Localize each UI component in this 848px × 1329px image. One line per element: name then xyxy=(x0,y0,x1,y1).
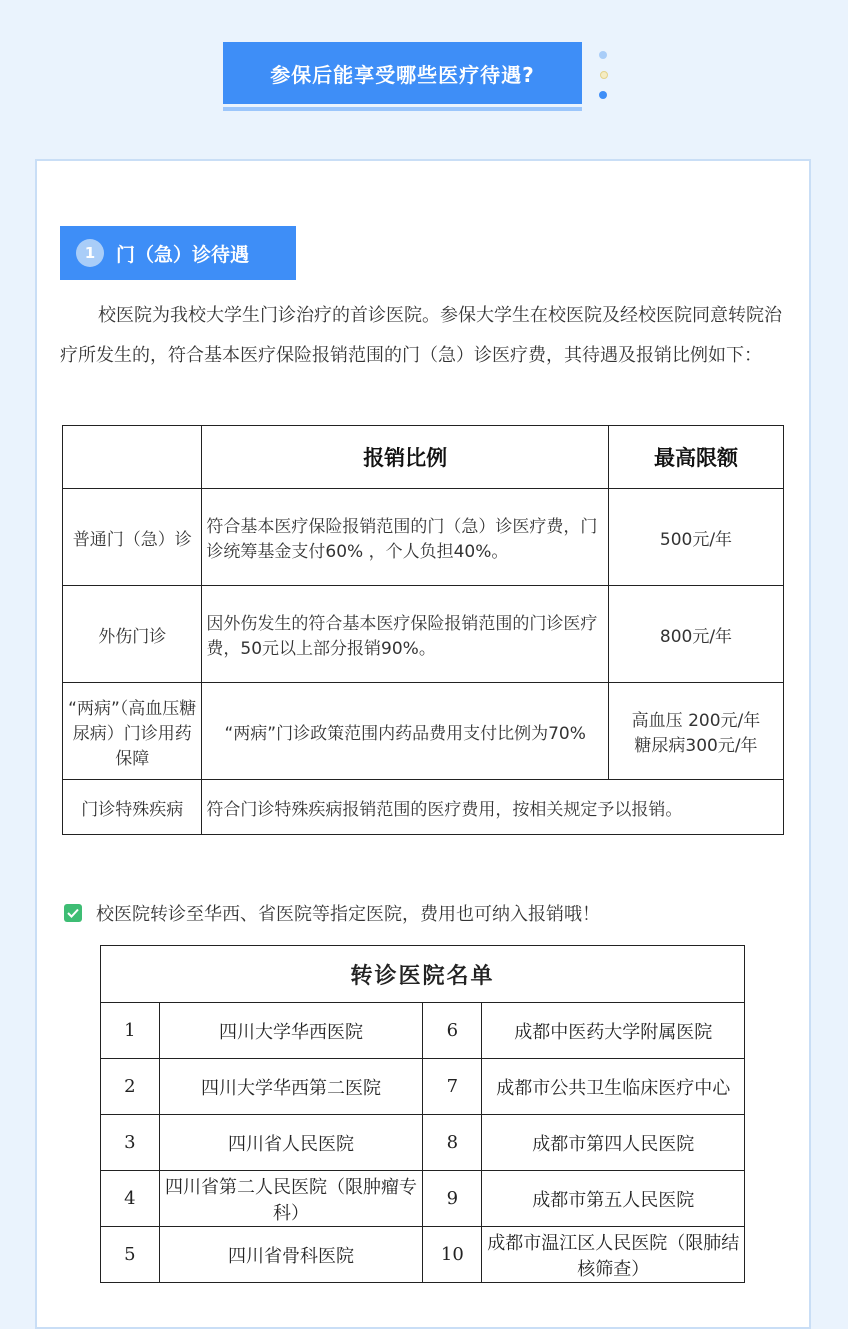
table-row xyxy=(101,1227,745,1283)
hospital-number: 10 xyxy=(423,1227,482,1283)
benefit-type: 外伤门诊 xyxy=(63,586,202,683)
hospital-number: 1 xyxy=(101,1003,160,1059)
table-header-cell: 最高限额 xyxy=(608,426,783,489)
hospital-number: 3 xyxy=(101,1115,160,1171)
table-row xyxy=(63,489,784,586)
hospital-name: 四川大学华西医院 xyxy=(159,1003,423,1059)
table-row xyxy=(63,683,784,780)
table-header-cell xyxy=(63,426,202,489)
hospital-number: 7 xyxy=(423,1059,482,1115)
hospital-name: 成都市温江区人民医院（限肺结核筛查） xyxy=(482,1227,745,1283)
decor-dot xyxy=(600,71,608,79)
table-row xyxy=(63,780,784,835)
benefit-ratio: 符合门诊特殊疾病报销范围的医疗费用，按相关规定予以报销。 xyxy=(202,780,784,835)
table-row xyxy=(101,1059,745,1115)
hospital-name: 成都市第五人民医院 xyxy=(482,1171,745,1227)
hospital-number: 6 xyxy=(423,1003,482,1059)
benefit-ratio: 因外伤发生的符合基本医疗保险报销范围的门诊医疗费，50元以上部分报销90%。 xyxy=(202,586,609,683)
hospital-name: 成都市公共卫生临床医疗中心 xyxy=(482,1059,745,1115)
table-header-cell: 报销比例 xyxy=(202,426,609,489)
benefit-limit xyxy=(608,683,783,780)
check-icon xyxy=(64,904,82,922)
hospital-name: 成都市第四人民医院 xyxy=(482,1115,745,1171)
hospital-name: 四川大学华西第二医院 xyxy=(159,1059,423,1115)
hospital-name: 四川省骨科医院 xyxy=(159,1227,423,1283)
table-row xyxy=(63,586,784,683)
hospital-number: 4 xyxy=(101,1171,160,1227)
benefit-limit: 800元/年 xyxy=(608,586,783,683)
benefit-limit-line: 高血压 200元/年 xyxy=(631,711,761,731)
page-banner-title: 参保后能享受哪些医疗待遇? xyxy=(223,42,582,104)
hospital-number: 8 xyxy=(423,1115,482,1171)
benefit-type: 门诊特殊疾病 xyxy=(63,780,202,835)
decor-dot xyxy=(599,51,607,59)
table-row xyxy=(101,1115,745,1171)
benefit-type: “两病”（高血压糖尿病）门诊用药保障 xyxy=(63,683,202,780)
hospital-number: 9 xyxy=(423,1171,482,1227)
referral-note-text: 校医院转诊至华西、省医院等指定医院，费用也可纳入报销哦！ xyxy=(96,904,600,925)
table-header-row xyxy=(63,426,784,489)
banner-underline xyxy=(223,107,582,111)
referral-note xyxy=(64,900,600,926)
intro-paragraph: 校医院为我校大学生门诊治疗的首诊医院。参保大学生在校医院及经校医院同意转院治疗所发生的，符合基本医疗保险报销范围的门（急）诊医疗费，其待遇及报销比例如下： xyxy=(60,305,782,366)
section-title: 门（急）诊待遇 xyxy=(116,243,250,266)
decor-dot xyxy=(599,91,607,99)
hospital-name: 四川省第二人民医院（限肿瘤专科） xyxy=(159,1171,423,1227)
referral-table-title: 转诊医院名单 xyxy=(101,946,745,1003)
table-row xyxy=(101,1003,745,1059)
section-header xyxy=(60,226,296,280)
benefit-limit-line: 糖尿病300元/年 xyxy=(634,736,758,756)
section-number-badge: 1 xyxy=(76,239,104,267)
hospital-name: 成都中医药大学附属医院 xyxy=(482,1003,745,1059)
hospital-name: 四川省人民医院 xyxy=(159,1115,423,1171)
table-title-row xyxy=(101,946,745,1003)
table-row xyxy=(101,1171,745,1227)
hospital-number: 5 xyxy=(101,1227,160,1283)
benefit-limit: 500元/年 xyxy=(608,489,783,586)
outpatient-benefits-table xyxy=(62,425,784,835)
benefit-type: 普通门（急）诊 xyxy=(63,489,202,586)
benefit-ratio: 符合基本医疗保险报销范围的门（急）诊医疗费，门诊统筹基金支付60% ，个人负担40%。 xyxy=(202,489,609,586)
referral-hospital-table xyxy=(100,945,745,1283)
hospital-number: 2 xyxy=(101,1059,160,1115)
benefit-ratio: “两病”门诊政策范围内药品费用支付比例为70% xyxy=(202,683,609,780)
